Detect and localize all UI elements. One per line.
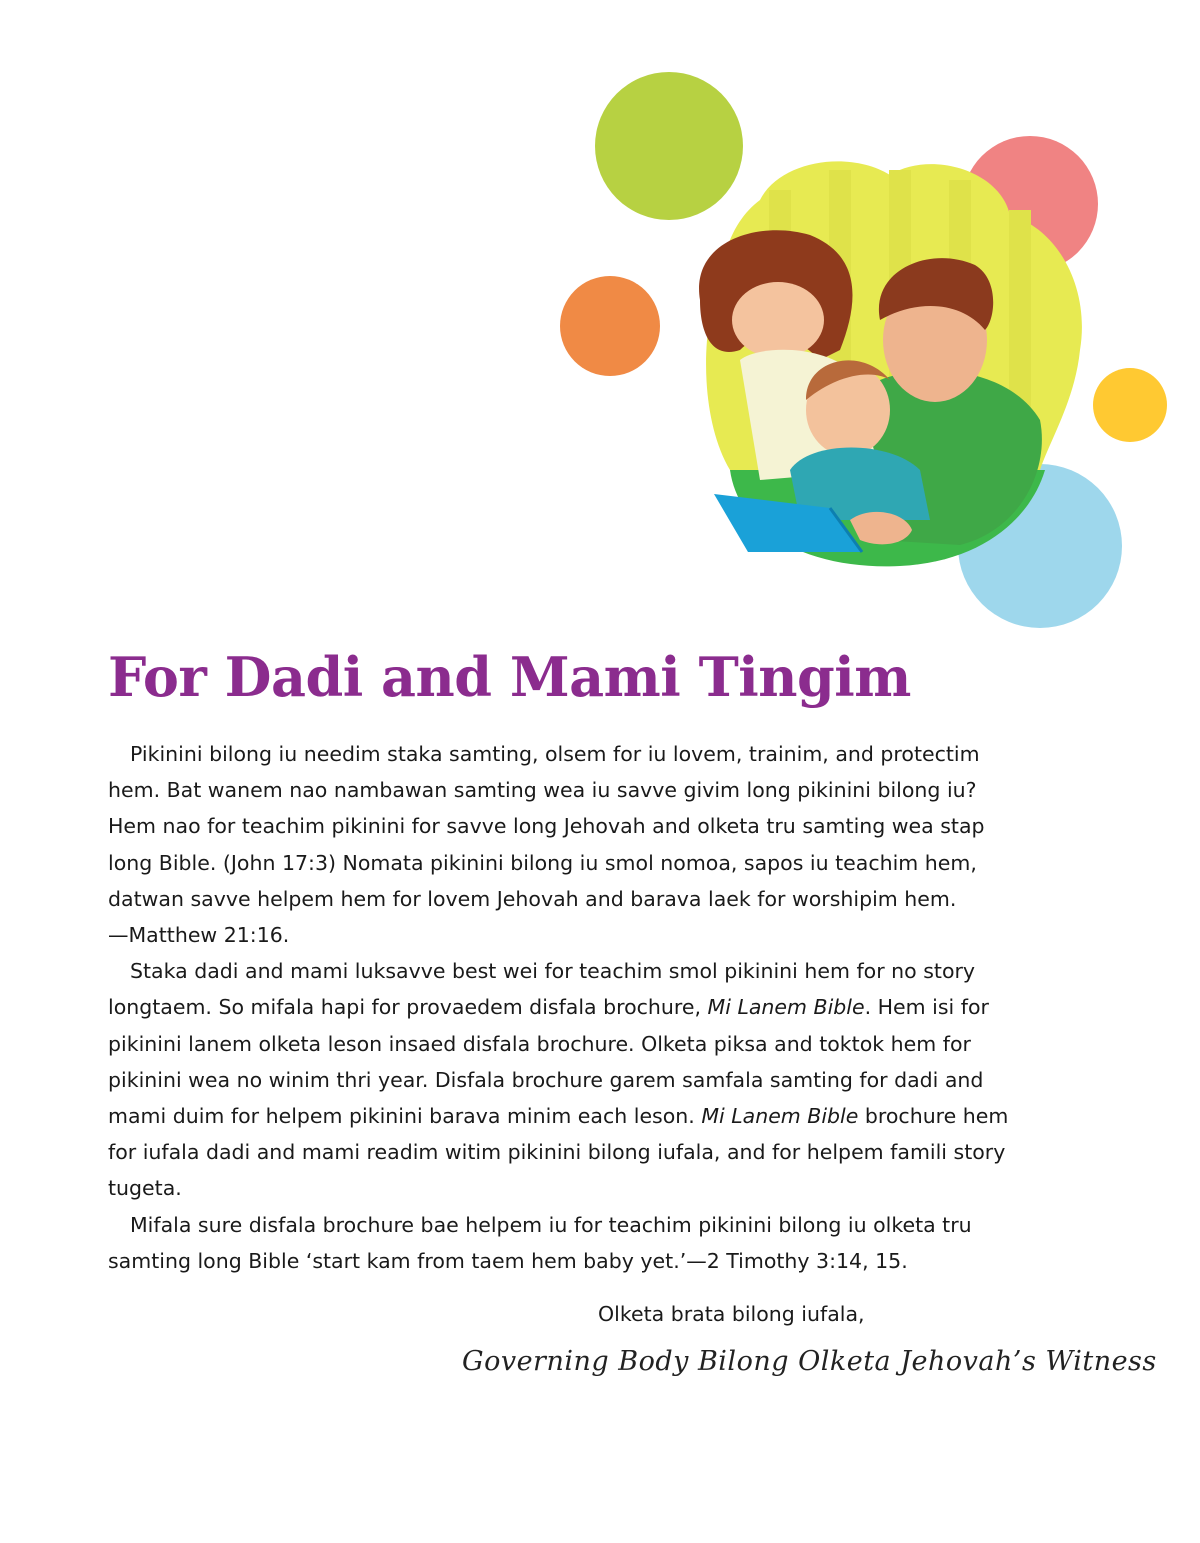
text-line: tugeta. bbox=[108, 1176, 182, 1201]
text-line bbox=[108, 989, 1028, 1025]
text-run: brochure hem bbox=[858, 1104, 1009, 1129]
text-line: hem. Bat wanem nao nambawan samting wea iu savve givim long pikinini bilong iu? bbox=[108, 778, 977, 803]
brochure-title: Mi Lanem Bible bbox=[707, 995, 865, 1020]
closing-line: Olketa brata bilong iufala, bbox=[598, 1302, 865, 1326]
text-line: samting long Bible ‘start kam from taem hem baby yet.’—2 Timothy 3:14, 15. bbox=[108, 1248, 908, 1273]
page-title: For Dadi and Mami Tingim bbox=[108, 645, 911, 709]
paragraph-1 bbox=[108, 736, 1028, 953]
body-text bbox=[108, 736, 1028, 1279]
orange-circle bbox=[560, 276, 660, 376]
green-circle bbox=[595, 72, 743, 220]
paragraph-2 bbox=[108, 953, 1028, 1206]
text-line bbox=[108, 1098, 1028, 1134]
paragraph-3 bbox=[108, 1207, 1028, 1279]
text-line: Staka dadi and mami luksavve best wei for teachim smol pikinini hem for no story bbox=[130, 959, 976, 984]
mother-face bbox=[732, 282, 824, 358]
text-line: long Bible. (John 17:3) Nomata pikinini bilong iu smol nomoa, sapos iu teachim hem, bbox=[108, 850, 977, 875]
text-line: pikinini wea no winim thri year. Disfala brochure garem samfala samting for dadi and bbox=[108, 1067, 984, 1092]
text-line: for iufala dadi and mami readim witim pikinini bilong iufala, and for helpem famili story bbox=[108, 1140, 1006, 1165]
yellow-circle bbox=[1093, 368, 1167, 442]
text-line: Mifala sure disfala brochure bae helpem iu for teachim pikinini bilong iu olketa tru bbox=[130, 1212, 972, 1237]
family-reading-illustration bbox=[0, 0, 1200, 640]
text-line: datwan savve helpem hem for lovem Jehovah and barava laek for worshipim hem. bbox=[108, 886, 957, 911]
text-run: . Hem isi for bbox=[864, 995, 989, 1020]
text-line: Hem nao for teachim pikinini for savve long Jehovah and olketa tru samting wea stap bbox=[108, 814, 985, 839]
text-line: Pikinini bilong iu needim staka samting, olsem for iu lovem, trainim, and protectim bbox=[130, 742, 980, 766]
text-line: —Matthew 21:16. bbox=[108, 923, 290, 948]
signature: Governing Body Bilong Olketa Jehovah’s Witness bbox=[462, 1346, 1157, 1377]
text-run: mami duim for helpem pikinini barava minim each leson. bbox=[108, 1104, 702, 1129]
text-line: pikinini lanem olketa leson insaed disfala brochure. Olketa piksa and toktok hem for bbox=[108, 1031, 971, 1056]
brochure-title: Mi Lanem Bible bbox=[701, 1104, 859, 1129]
text-run: longtaem. So mifala hapi for provaedem disfala brochure, bbox=[108, 995, 708, 1020]
